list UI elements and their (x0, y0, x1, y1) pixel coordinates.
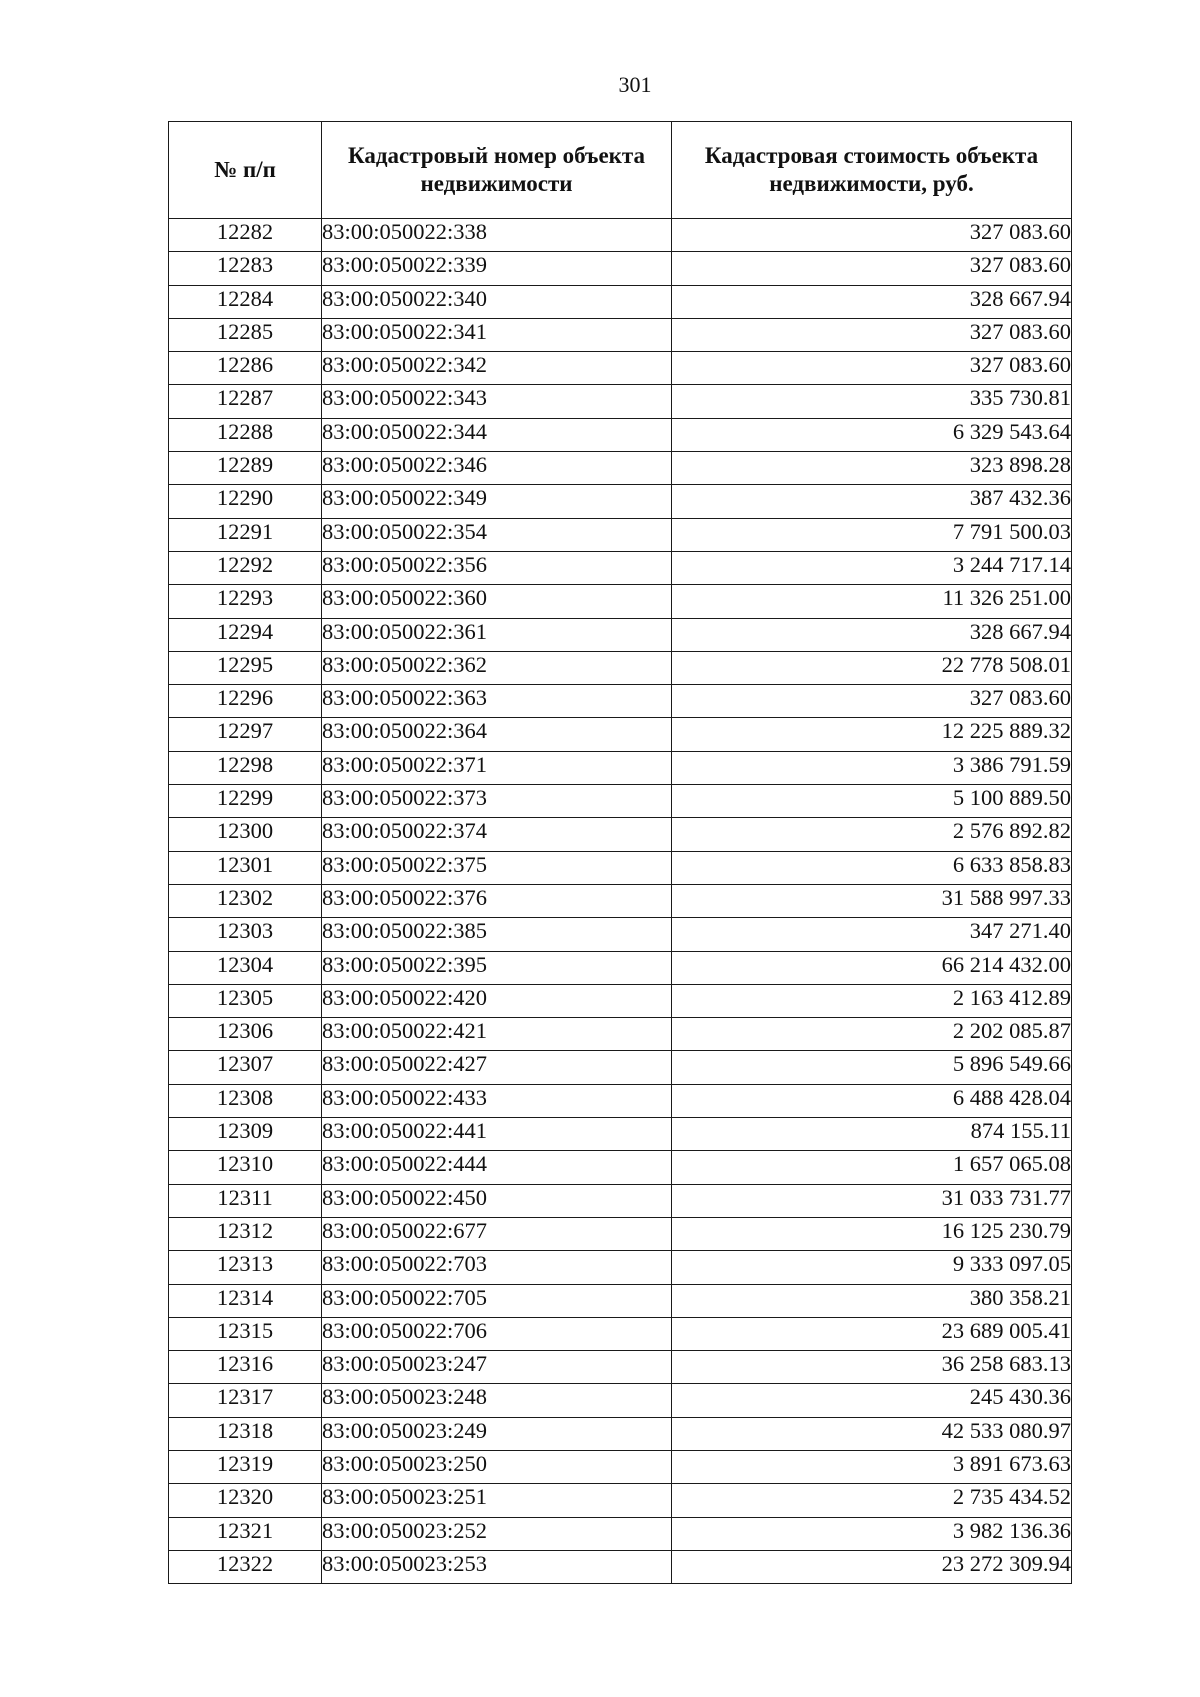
cadastral-value-cell: 12 225 889.32 (672, 718, 1072, 751)
row-number-cell: 12300 (169, 818, 322, 851)
row-number-cell: 12302 (169, 884, 322, 917)
table-row (169, 1351, 1072, 1384)
cadastral-number-cell: 83:00:050023:251 (322, 1484, 672, 1517)
cadastral-number-cell: 83:00:050023:253 (322, 1550, 672, 1583)
cadastral-number-cell: 83:00:050023:247 (322, 1351, 672, 1384)
cadastral-number-cell: 83:00:050022:441 (322, 1118, 672, 1151)
table-row (169, 1251, 1072, 1284)
row-number-cell: 12319 (169, 1450, 322, 1483)
header-cadastral-number: Кадастровый номер объекта недвижимости (322, 122, 672, 219)
table-row (169, 618, 1072, 651)
cadastral-number-cell: 83:00:050022:363 (322, 685, 672, 718)
cadastral-value-cell: 327 083.60 (672, 219, 1072, 252)
table-row (169, 1217, 1072, 1250)
row-number-cell: 12287 (169, 385, 322, 418)
table-row (169, 252, 1072, 285)
table-header (169, 122, 1072, 219)
cadastral-number-cell: 83:00:050022:375 (322, 851, 672, 884)
cadastral-value-cell: 1 657 065.08 (672, 1151, 1072, 1184)
row-number-cell: 12313 (169, 1251, 322, 1284)
table-row (169, 1484, 1072, 1517)
cadastral-number-cell: 83:00:050022:395 (322, 951, 672, 984)
cadastral-number-cell: 83:00:050022:342 (322, 352, 672, 385)
row-number-cell: 12297 (169, 718, 322, 751)
row-number-cell: 12289 (169, 452, 322, 485)
cadastral-value-cell: 6 488 428.04 (672, 1084, 1072, 1117)
table-row (169, 1317, 1072, 1350)
table-row (169, 918, 1072, 951)
row-number-cell: 12284 (169, 285, 322, 318)
table-row (169, 1450, 1072, 1483)
row-number-cell: 12299 (169, 785, 322, 818)
row-number-cell: 12322 (169, 1550, 322, 1583)
row-number-cell: 12315 (169, 1317, 322, 1350)
table-row (169, 1084, 1072, 1117)
cadastral-value-cell: 327 083.60 (672, 252, 1072, 285)
table-row (169, 851, 1072, 884)
table-row (169, 1284, 1072, 1317)
cadastral-number-cell: 83:00:050022:374 (322, 818, 672, 851)
cadastral-number-cell: 83:00:050022:356 (322, 551, 672, 584)
cadastral-number-cell: 83:00:050022:343 (322, 385, 672, 418)
row-number-cell: 12314 (169, 1284, 322, 1317)
row-number-cell: 12312 (169, 1217, 322, 1250)
cadastral-number-cell: 83:00:050022:354 (322, 518, 672, 551)
cadastral-value-cell: 5 100 889.50 (672, 785, 1072, 818)
row-number-cell: 12290 (169, 485, 322, 518)
table-body (169, 219, 1072, 1584)
table-row (169, 285, 1072, 318)
cadastral-value-cell: 3 386 791.59 (672, 751, 1072, 784)
table-row (169, 818, 1072, 851)
cadastral-value-cell: 380 358.21 (672, 1284, 1072, 1317)
table-row (169, 651, 1072, 684)
cadastral-number-cell: 83:00:050022:427 (322, 1051, 672, 1084)
row-number-cell: 12291 (169, 518, 322, 551)
table-row (169, 352, 1072, 385)
header-cadastral-value: Кадастровая стоимость объекта недвижимости, руб. (672, 122, 1072, 219)
cadastral-value-cell: 6 329 543.64 (672, 418, 1072, 451)
table-row (169, 685, 1072, 718)
row-number-cell: 12288 (169, 418, 322, 451)
cadastral-number-cell: 83:00:050022:433 (322, 1084, 672, 1117)
table-row (169, 1051, 1072, 1084)
table-row (169, 751, 1072, 784)
cadastral-number-cell: 83:00:050022:376 (322, 884, 672, 917)
cadastral-number-cell: 83:00:050022:706 (322, 1317, 672, 1350)
cadastral-number-cell: 83:00:050023:249 (322, 1417, 672, 1450)
cadastral-number-cell: 83:00:050022:346 (322, 452, 672, 485)
cadastral-number-cell: 83:00:050022:340 (322, 285, 672, 318)
table-row (169, 1550, 1072, 1583)
cadastral-number-cell: 83:00:050022:450 (322, 1184, 672, 1217)
cadastral-number-cell: 83:00:050022:339 (322, 252, 672, 285)
row-number-cell: 12294 (169, 618, 322, 651)
page-number: 301 (618, 72, 652, 97)
row-number-cell: 12306 (169, 1018, 322, 1051)
cadastral-value-cell: 387 432.36 (672, 485, 1072, 518)
table-row (169, 1151, 1072, 1184)
header-row-number: № п/п (169, 122, 322, 219)
cadastral-value-cell: 335 730.81 (672, 385, 1072, 418)
row-number-cell: 12317 (169, 1384, 322, 1417)
table-row (169, 1384, 1072, 1417)
cadastral-number-cell: 83:00:050022:421 (322, 1018, 672, 1051)
cadastral-value-cell: 327 083.60 (672, 318, 1072, 351)
cadastral-value-cell: 23 689 005.41 (672, 1317, 1072, 1350)
cadastral-value-cell: 327 083.60 (672, 685, 1072, 718)
cadastral-value-cell: 328 667.94 (672, 618, 1072, 651)
row-number-cell: 12285 (169, 318, 322, 351)
cadastral-number-cell: 83:00:050022:360 (322, 585, 672, 618)
cadastral-value-cell: 66 214 432.00 (672, 951, 1072, 984)
row-number-cell: 12292 (169, 551, 322, 584)
row-number-cell: 12298 (169, 751, 322, 784)
row-number-cell: 12321 (169, 1517, 322, 1550)
cadastral-value-cell: 3 982 136.36 (672, 1517, 1072, 1550)
table-row (169, 585, 1072, 618)
cadastral-value-table (168, 121, 1072, 1584)
table-row (169, 318, 1072, 351)
cadastral-number-cell: 83:00:050023:248 (322, 1384, 672, 1417)
row-number-cell: 12318 (169, 1417, 322, 1450)
table-row (169, 1184, 1072, 1217)
table-row (169, 1517, 1072, 1550)
row-number-cell: 12303 (169, 918, 322, 951)
cadastral-number-cell: 83:00:050022:371 (322, 751, 672, 784)
row-number-cell: 12320 (169, 1484, 322, 1517)
row-number-cell: 12310 (169, 1151, 322, 1184)
cadastral-number-cell: 83:00:050023:250 (322, 1450, 672, 1483)
cadastral-number-cell: 83:00:050022:385 (322, 918, 672, 951)
row-number-cell: 12283 (169, 252, 322, 285)
table-row (169, 951, 1072, 984)
cadastral-number-cell: 83:00:050022:705 (322, 1284, 672, 1317)
cadastral-number-cell: 83:00:050022:420 (322, 984, 672, 1017)
row-number-cell: 12307 (169, 1051, 322, 1084)
cadastral-value-cell: 327 083.60 (672, 352, 1072, 385)
cadastral-value-cell: 323 898.28 (672, 452, 1072, 485)
table-row (169, 452, 1072, 485)
table-row (169, 518, 1072, 551)
table-row (169, 884, 1072, 917)
cadastral-value-cell: 874 155.11 (672, 1118, 1072, 1151)
cadastral-value-cell: 23 272 309.94 (672, 1550, 1072, 1583)
cadastral-value-cell: 31 588 997.33 (672, 884, 1072, 917)
cadastral-value-cell: 9 333 097.05 (672, 1251, 1072, 1284)
row-number-cell: 12282 (169, 219, 322, 252)
cadastral-value-cell: 42 533 080.97 (672, 1417, 1072, 1450)
table-row (169, 1018, 1072, 1051)
table-row (169, 718, 1072, 751)
table-row (169, 485, 1072, 518)
cadastral-value-cell: 3 891 673.63 (672, 1450, 1072, 1483)
cadastral-number-cell: 83:00:050022:362 (322, 651, 672, 684)
cadastral-number-cell: 83:00:050022:444 (322, 1151, 672, 1184)
cadastral-number-cell: 83:00:050022:341 (322, 318, 672, 351)
cadastral-number-cell: 83:00:050022:373 (322, 785, 672, 818)
cadastral-number-cell: 83:00:050022:338 (322, 219, 672, 252)
cadastral-value-cell: 245 430.36 (672, 1384, 1072, 1417)
table-row (169, 1118, 1072, 1151)
cadastral-number-cell: 83:00:050022:361 (322, 618, 672, 651)
row-number-cell: 12304 (169, 951, 322, 984)
cadastral-value-cell: 2 163 412.89 (672, 984, 1072, 1017)
cadastral-value-cell: 2 735 434.52 (672, 1484, 1072, 1517)
row-number-cell: 12316 (169, 1351, 322, 1384)
cadastral-value-cell: 11 326 251.00 (672, 585, 1072, 618)
cadastral-value-cell: 31 033 731.77 (672, 1184, 1072, 1217)
cadastral-value-cell: 5 896 549.66 (672, 1051, 1072, 1084)
table-row (169, 385, 1072, 418)
cadastral-value-cell: 36 258 683.13 (672, 1351, 1072, 1384)
cadastral-number-cell: 83:00:050022:703 (322, 1251, 672, 1284)
row-number-cell: 12286 (169, 352, 322, 385)
row-number-cell: 12296 (169, 685, 322, 718)
cadastral-value-cell: 347 271.40 (672, 918, 1072, 951)
cadastral-number-cell: 83:00:050022:344 (322, 418, 672, 451)
table-row (169, 418, 1072, 451)
table-row (169, 551, 1072, 584)
cadastral-value-cell: 2 576 892.82 (672, 818, 1072, 851)
row-number-cell: 12295 (169, 651, 322, 684)
cadastral-number-cell: 83:00:050022:677 (322, 1217, 672, 1250)
table-row (169, 219, 1072, 252)
cadastral-value-cell: 7 791 500.03 (672, 518, 1072, 551)
row-number-cell: 12293 (169, 585, 322, 618)
cadastral-number-cell: 83:00:050022:364 (322, 718, 672, 751)
cadastral-value-cell: 328 667.94 (672, 285, 1072, 318)
row-number-cell: 12311 (169, 1184, 322, 1217)
cadastral-value-cell: 3 244 717.14 (672, 551, 1072, 584)
table-row (169, 984, 1072, 1017)
cadastral-number-cell: 83:00:050023:252 (322, 1517, 672, 1550)
header-row (169, 122, 1072, 219)
table-row (169, 1417, 1072, 1450)
row-number-cell: 12301 (169, 851, 322, 884)
row-number-cell: 12308 (169, 1084, 322, 1117)
row-number-cell: 12309 (169, 1118, 322, 1151)
cadastral-value-cell: 16 125 230.79 (672, 1217, 1072, 1250)
table-row (169, 785, 1072, 818)
cadastral-number-cell: 83:00:050022:349 (322, 485, 672, 518)
row-number-cell: 12305 (169, 984, 322, 1017)
cadastral-value-cell: 6 633 858.83 (672, 851, 1072, 884)
cadastral-value-cell: 22 778 508.01 (672, 651, 1072, 684)
cadastral-value-cell: 2 202 085.87 (672, 1018, 1072, 1051)
